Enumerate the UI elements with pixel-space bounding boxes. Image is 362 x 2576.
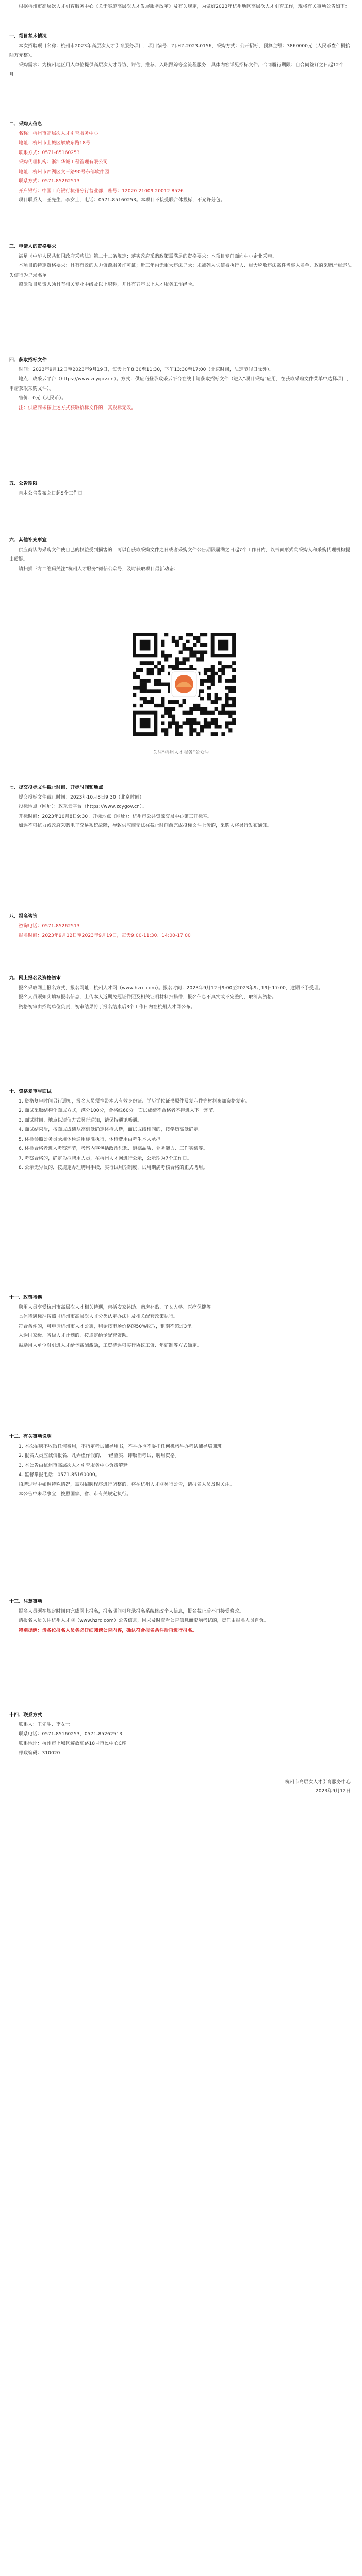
phone-text: 咨询电话：0571-85262513 [19,923,80,929]
list-item: 6. 体检合格者进入考察环节，考察内容包括政治思想、道德品质、业务能力、工作实绩等。 [19,1146,208,1151]
section-consultation [9,912,353,941]
paragraph: 提交投标文件截止时间：2023年10月8日9:30（北京时间）。 [19,794,146,800]
paragraph: 聘用人员享受杭州市高层次人才相关待遇，包括安家补助、购房补贴、子女入学、医疗保健等。 [19,1304,216,1310]
section-title: 九、网上报名及资格初审 [9,976,61,981]
section-title: 八、报名咨询 [9,914,38,919]
intro-section [9,2,353,12]
paragraph: 入选国家级、省级人才计划的，按规定给予配套资助。 [19,1333,131,1338]
section-purchaser-info [9,120,353,206]
section-review-interview [9,1087,353,1173]
paragraph: 满足《中华人民共和国政府采购法》第二十二条规定；落实政府采购政策需满足的资格要求：本项目专门面向中小企业采购。 [19,253,277,259]
list-item: 2. 面试采取结构化面试方式，满分100分，合格线60分。面试成绩不合格者不得进入下一环节。 [19,1108,218,1113]
list-item: 联系方式：0571-85160253 [19,150,80,156]
signature-org: 杭州市高层次人才引育服务中心 [285,1780,351,1785]
section-explanations [9,1432,353,1499]
list-item: 地址：杭州市西湖区文三路90号东部软件园 [19,169,109,175]
section-title: 十二、有关事项说明 [9,1434,52,1439]
section-notes [9,1597,353,1635]
signature-date: 2023年9月12日 [315,1789,351,1794]
paragraph: 本公告中未尽事宜，按照国家、省、市有关规定执行。 [19,1492,131,1497]
time-text: 报名时间：2023年9月12日至2023年9月19日，每天9:00-11:30、14:00-17:00 [19,933,191,938]
section-deadline [9,783,353,831]
paragraph: 如遇不可抗力或政府采购电子交易系统故障，导致供应商无法在截止时间前完成投标文件上传的，采购人将另行发布通知。 [19,823,272,828]
paragraph: 报名人员须如实填写报名信息，上传本人近期免冠证件照及相关证明材料扫描件，报名信息不真实或不完整的，取消其资格。 [19,995,277,1000]
paragraph: 售价：0元（人民币）。 [19,396,67,401]
paragraph: 鼓励用人单位对引进人才给予薪酬激励，工资待遇可实行协议工资、年薪制等方式确定。 [19,1343,202,1348]
list-item: 4. 监督举报电话：0571-85160000。 [19,1472,100,1478]
warning-text: 注：供应商未按上述方式获取招标文件的，其投标无效。 [19,405,136,411]
list-item: 联系方式：0571-85262513 [19,179,80,184]
paragraph: 招聘过程中如遇特殊情况，需对招聘程序进行调整的，将在杭州人才网另行公告，请报名人员及时关注。 [19,1482,235,1487]
paragraph: 报名人员须在规定时间内完成网上报名，报名期间可登录报名系统修改个人信息，报名截止后不再接受修改。 [19,1608,244,1614]
list-item: 2. 报名人员应诚信报名，凡弄虚作假的，一经查实，即取消考试、聘用资格。 [19,1453,180,1459]
section-title: 十三、注意事项 [9,1599,42,1604]
section-title: 一、项目基本情况 [9,34,47,39]
paragraph: 供应商认为采购文件使自己的权益受到损害的，可以自获取采购文件之日或者采购文件公告期限届满之日起7个工作日内，以书面形式向采购人和采购代理机构提出质疑。 [9,547,350,562]
section-qualification [9,242,353,290]
section-title: 十四、联系方式 [9,1713,42,1718]
section-title: 七、提交投标文件截止时间、开标时间和地点 [9,785,104,790]
paragraph: 时间：2023年9月12日至2023年9月19日，每天上午8:30至11:30，下午13:30至17:00（北京时间，法定节假日除外）。 [19,367,274,372]
paragraph: 自本公告发布之日起5个工作日。 [19,490,88,496]
list-item: 名称：杭州市高层次人才引育服务中心 [19,131,98,137]
paragraph: 报名采取网上报名方式，报名网址：杭州人才网（www.hzrc.com）。报名时间：2023年9月12日9:00至2023年9月19日17:00，逾期不予受理。 [19,985,323,991]
contact-phone: 联系电话：0571-85160253，0571-85262513 [19,1732,123,1737]
paragraph: 采购需求：为杭州地区用人单位提供高层次人才寻访、评估、推荐、入职跟踪等全流程服务，具体内容详见招标文件。合同履行期限：自合同签订之日起12个月。 [9,62,344,77]
contact-postcode: 邮政编码：310020 [19,1751,60,1756]
contact-address: 联系地址：杭州市上城区解放东路18号市民中心C座 [19,1741,127,1747]
paragraph: 拟派项目负责人须具有相关专业中级及以上职称，并具有五年以上人才服务工作经验。 [19,282,197,287]
qr-code-icon [133,633,236,736]
section-title: 五、公告期限 [9,481,38,486]
list-item: 采购代理机构：浙江华诚工程管理有限公司 [19,160,108,165]
paragraph: 项目联系人：王先生、李女士，电话：0571-85160253。本项目不接受联合体投标，不允许分包。 [19,198,225,203]
paragraph: 本次招聘项目名称：杭州市2023年高层次人才引育服务项目，项目编号：ZJ-HZ-2023-0156，采购方式：公开招标，预算金额：3860000元（人民币叁佰捌拾陆万元整）。 [9,43,350,58]
paragraph: 投标地点（网址）：政采云平台（https://www.zcygov.cn）。 [19,804,147,809]
section-title: 十一、政策待遇 [9,1295,42,1300]
list-item: 开户银行：中国工商银行杭州分行营业部，账号：12020 21009 20012 8526 [19,188,184,194]
paragraph: 地点：政采云平台（https://www.zcygov.cn）。方式：供应商登录政采云平台在线申请获取招标文件（进入“项目采购”应用，在获取采购文件菜单中选择项目，申请获取采购文件）。 [9,377,351,392]
list-item: 3. 本公告由杭州市高层次人才引育服务中心负责解释。 [19,1463,133,1468]
intro-paragraph: 根据杭州市高层次人才引育服务中心《关于实施高层次人才发展服务改革》及有关规定，为做好2023年杭州地区高层次人才引育工作，现将有关事项公告如下： [19,4,350,9]
contact-person: 联系人：王先生、李女士 [19,1722,71,1727]
section-title: 十、资格复审与面试 [9,1089,52,1094]
paragraph: 开标时间：2023年10月8日9:30。开标地点（网址）：杭州市公共资源交易中心第三开标室。 [19,814,212,819]
section-title: 二、采购人信息 [9,122,42,127]
list-item: 1. 本次招聘不收取任何费用，不指定考试辅导用书，不举办也不委托任何机构举办考试辅导培训班。 [19,1444,227,1449]
section-online-registration [9,974,353,1012]
section-contact [9,1710,353,1758]
list-item: 3. 面试时间、地点以短信方式另行通知，请保持通讯畅通。 [19,1117,142,1123]
list-item: 4. 面试结束后，按面试成绩从高到低确定体检人选，面试成绩相同的，按学历高低确定。 [19,1127,203,1132]
list-item: 1. 资格复审时间另行通知，报名人员须携带本人有效身份证、学历学位证书原件及复印件等材料参加资格复审。 [19,1098,250,1104]
list-item: 5. 体检参照公务员录用体检通用标准执行，体检费用由考生本人承担。 [19,1137,166,1142]
section-title: 四、获取招标文件 [9,358,47,363]
section-title: 三、申请人的资格要求 [9,244,57,249]
paragraph: 符合条件的，可申请杭州市人才公寓，租金按市场价格的50%收取，租期不超过3年。 [19,1324,196,1329]
paragraph: 具体待遇标准按照《杭州市高层次人才分类认定办法》及相关配套政策执行。 [19,1314,178,1319]
list-item: 地址：杭州市上城区解放东路18号 [19,141,91,146]
section-title: 六、其他补充事宜 [9,538,47,543]
paragraph: 资格初审由招聘单位负责，初审结果将于报名结束后3个工作日内在杭州人才网公布。 [19,1004,195,1010]
qr-code-image [133,633,236,736]
section-notice-period [9,479,353,498]
warning-text: 特别提醒：请各位报名人员务必仔细阅读公告内容，确认符合报名条件后再进行报名。 [19,1628,197,1633]
list-item: 7. 考察合格的，确定为拟聘用人员，在杭州人才网进行公示，公示期为7个工作日。 [19,1156,192,1161]
section-other-matters [9,536,353,574]
paragraph: 请报名人员关注杭州人才网（www.hzrc.com）公告信息，因未及时查看公告信息而影响考试的，责任由报名人员自负。 [19,1618,269,1623]
signature-block [285,1777,351,1796]
paragraph: 请扫描下方二维码关注“杭州人才服务”微信公众号，及时获取项目最新动态： [19,566,178,572]
qr-caption: 关注“杭州人才服务”公众号 [153,750,209,755]
section-project-info [9,32,353,80]
paragraph: 本项目的特定资格要求：具有有效的人力资源服务许可证；近三年内无重大违法记录；未被列入失信被执行人、重大税收违法案件当事人名单、政府采购严重违法失信行为记录名单。 [9,263,352,278]
section-get-documents [9,355,353,413]
section-benefits [9,1293,353,1350]
list-item: 8. 公示无异议的，按规定办理聘用手续，实行试用期制度，试用期满考核合格的正式聘用。 [19,1165,208,1171]
